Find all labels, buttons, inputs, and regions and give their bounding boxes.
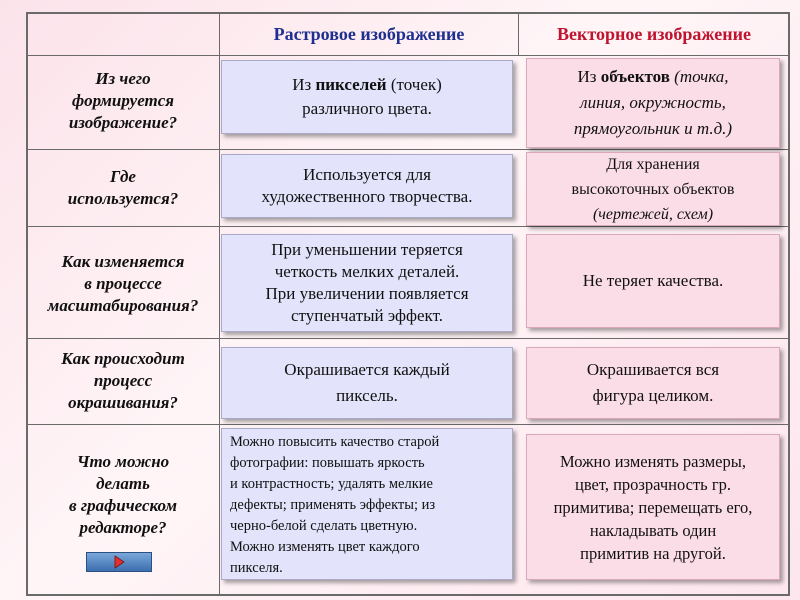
question-coloring: Как происходит процесс окрашивания? (61, 349, 185, 412)
vector-composition-text-a: Из (577, 67, 601, 86)
raster-editor-answer: Можно повысить качество старой фотографии: повышать яркость и контрастность; удалять мелкие дефекты; применять эффекты; из черно-белой сделать цветную. Можно изменять цвет каждого пикселя. (221, 428, 513, 580)
row-divider-4 (26, 424, 790, 425)
vector-composition-text-d: прямоугольник и т.д.) (573, 119, 733, 138)
table-border-top (26, 12, 790, 14)
vector-usage-answer (526, 152, 780, 226)
next-slide-button[interactable] (86, 552, 152, 572)
row-divider-header (26, 55, 790, 56)
row-divider-3 (26, 338, 790, 339)
vector-composition-keyword: объектов (600, 67, 670, 86)
question-editor: Что можно делать в графическом редакторе? (68, 452, 177, 537)
raster-usage-answer: Используется для художественного творчества. (221, 154, 513, 218)
raster-scaling-answer: При уменьшении теряется четкость мелких деталей. При увеличении появляется ступенчатый эффект. (221, 234, 513, 332)
vector-scaling-answer: Не теряет качества. (526, 234, 780, 328)
question-usage: Где используется? (67, 167, 179, 208)
question-composition: Из чего формируется изображение? (68, 69, 178, 132)
raster-composition-text-b: (точек) различного цвета. (302, 75, 442, 118)
vector-usage-line-1: Для хранения (606, 155, 700, 173)
column-divider-1 (219, 12, 220, 596)
table-border-right (788, 12, 790, 596)
vector-composition-text-b: (точка, (674, 67, 729, 86)
vector-coloring-answer: Окрашивается вся фигура целиком. (526, 347, 780, 419)
raster-composition-answer (221, 60, 513, 134)
play-arrow-icon (112, 555, 126, 569)
raster-coloring-answer: Окрашивается каждый пиксель. (221, 347, 513, 419)
vector-usage-line-3: (чертежей, схем) (592, 205, 714, 223)
vector-composition-text-c: линия, окружность, (580, 93, 726, 112)
row-divider-1 (26, 149, 790, 150)
table-border-bottom (26, 594, 790, 596)
vector-column-header: Векторное изображение (557, 24, 751, 44)
raster-composition-keyword: пикселей (315, 75, 387, 94)
raster-composition-text-a: Из (292, 75, 316, 94)
vector-editor-answer: Можно изменять размеры, цвет, прозрачность гр. примитива; перемещать его, накладывать один примитив на другой. (526, 434, 780, 580)
vector-composition-answer (526, 58, 780, 148)
vector-usage-line-2: высокоточных объектов (571, 180, 735, 198)
question-scaling: Как изменяется в процессе масштабирования? (47, 252, 199, 315)
raster-column-header: Растровое изображение (273, 24, 465, 44)
